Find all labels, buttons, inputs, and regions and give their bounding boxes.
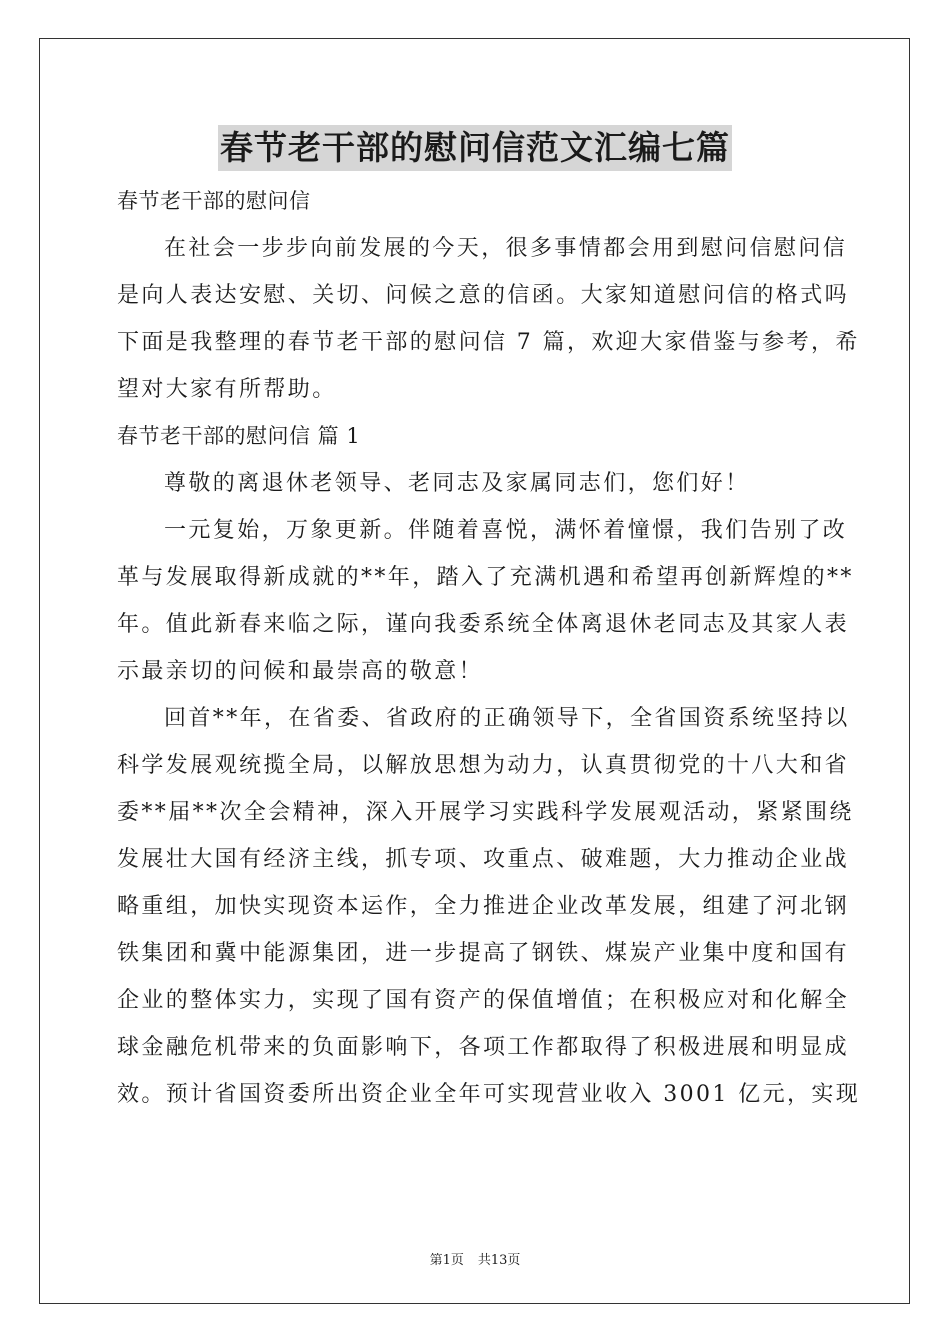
paragraph-line: 是向人表达安慰、关切、问候之意的信函。大家知道慰问信的格式吗 (117, 283, 850, 308)
paragraph-line: 下面是我整理的春节老干部的慰问信 7 篇，欢迎大家借鉴与参考，希 (117, 330, 860, 355)
title-container (0, 125, 950, 171)
section-heading: 春节老干部的慰问信 (117, 189, 311, 213)
paragraph-line: 发展壮大国有经济主线，抓专项、攻重点、破难题，大力推动企业战 (117, 847, 850, 872)
paragraph-line: 年。值此新春来临之际，谨向我委系统全体离退休老同志及其家人表 (117, 612, 850, 637)
document-body (117, 178, 861, 1118)
paragraph-line: 在社会一步步向前发展的今天，很多事情都会用到慰问信慰问信 (164, 236, 848, 261)
salutation-line: 尊敬的离退休老领导、老同志及家属同志们，您们好！ (164, 471, 750, 496)
paragraph-line: 铁集团和冀中能源集团，进一步提高了钢铁、煤炭产业集中度和国有 (117, 941, 850, 966)
paragraph-line: 略重组，加快实现资本运作，全力推进企业改革发展，组建了河北钢 (117, 894, 850, 919)
paragraph-line: 革与发展取得新成就的**年，踏入了充满机遇和希望再创新辉煌的** (117, 565, 854, 590)
section-heading: 春节老干部的慰问信 篇 1 (117, 424, 361, 448)
page-number: 第1页 (429, 1253, 464, 1268)
page-footer (0, 1249, 950, 1268)
paragraph-line: 球金融危机带来的负面影响下，各项工作都取得了积极进展和明显成 (117, 1035, 850, 1060)
paragraph-line: 委**届**次全会精神，深入开展学习实践科学发展观活动，紧紧围绕 (117, 800, 854, 825)
document-title: 春节老干部的慰问信范文汇编七篇 (218, 125, 732, 171)
page-total: 共13页 (477, 1253, 521, 1268)
paragraph-line: 一元复始，万象更新。伴随着喜悦，满怀着憧憬，我们告别了改 (164, 518, 848, 543)
paragraph-line: 回首**年，在省委、省政府的正确领导下，全省国资系统坚持以 (164, 706, 850, 731)
paragraph-line: 望对大家有所帮助。 (117, 377, 337, 402)
paragraph-line: 科学发展观统揽全局，以解放思想为动力，认真贯彻党的十八大和省 (117, 753, 850, 778)
paragraph-line: 示最亲切的问候和最崇高的敬意！ (117, 659, 484, 684)
paragraph-line: 企业的整体实力，实现了国有资产的保值增值；在积极应对和化解全 (117, 988, 850, 1013)
paragraph-line: 效。预计省国资委所出资企业全年可实现营业收入 3001 亿元，实现 (117, 1082, 861, 1107)
